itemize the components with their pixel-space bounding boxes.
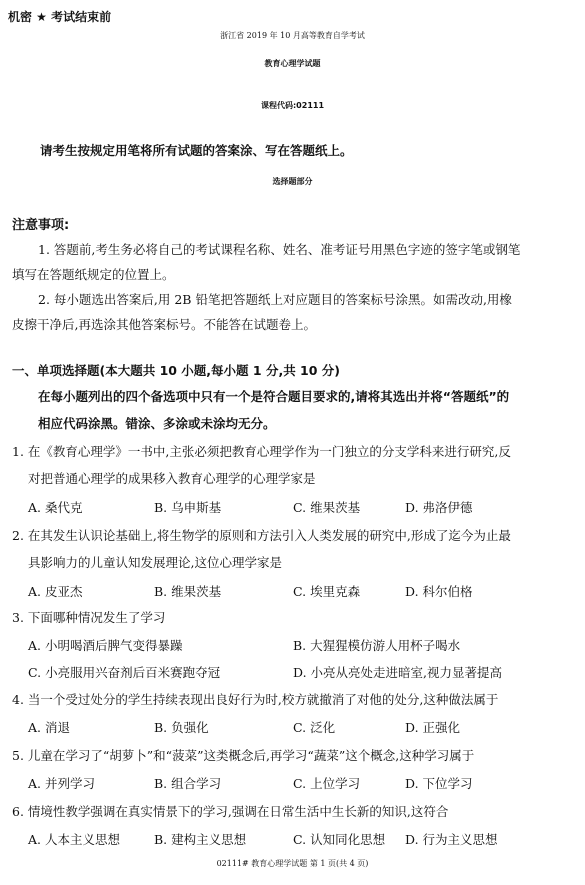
attention-item-1-line-2: 填写在答题纸规定的位置上。 — [12, 267, 175, 282]
question-4-stem: 4. 当一个受过处分的学生持续表现出良好行为时,校方就撤消了对他的处分,这种做法属于 — [12, 692, 499, 707]
section-title: 选择题部分 — [272, 177, 313, 186]
attention-item-2-line-1: 2. 每小题选出答案后,用 2B 铅笔把答题纸上对应题目的答案标号涂黑。如需改动,用橡 — [38, 292, 512, 307]
attention-item-1-line-1: 1. 答题前,考生务必将自己的考试课程名称、姓名、准考证号用黑色字迹的签字笔或钢笔 — [38, 242, 521, 257]
attention-title: 注意事项: — [12, 218, 70, 233]
part-1-heading: 一、单项选择题(本大题共 10 小题,每小题 1 分,共 10 分) — [12, 363, 341, 378]
question-1-option-d: D. 弗洛伊德 — [405, 500, 473, 515]
question-5-stem: 5. 儿童在学习了“胡萝卜”和“菠菜”这类概念后,再学习“蔬菜”这个概念,这种学习属于 — [12, 748, 475, 763]
question-6-option-b: B. 建构主义思想 — [154, 832, 247, 847]
question-3-option-c: C. 小亮服用兴奋剂后百米赛跑夺冠 — [28, 665, 221, 680]
page-title: 教育心理学试题 — [264, 59, 321, 68]
confidential-mark: 机密 ★ 考试结束前 — [8, 10, 112, 24]
course-code: 课程代码:02111 — [260, 101, 325, 110]
question-4-option-d: D. 正强化 — [405, 720, 461, 735]
question-4-option-a: A. 消退 — [28, 720, 70, 735]
question-4-option-c: C. 泛化 — [293, 720, 336, 735]
question-6-option-a: A. 人本主义思想 — [28, 832, 120, 847]
question-2-option-c: C. 埃里克森 — [293, 584, 361, 599]
question-6-option-d: D. 行为主义思想 — [405, 832, 498, 847]
question-2-option-b: B. 维果茨基 — [154, 584, 222, 599]
question-1-option-a: A. 桑代克 — [28, 500, 83, 515]
part-1-instruction-line-1: 在每小题列出的四个备选项中只有一个是符合题目要求的,请将其选出并将“答题纸”的 — [38, 389, 510, 404]
question-5-option-c: C. 上位学习 — [293, 776, 361, 791]
question-3-option-a: A. 小明喝酒后脾气变得暴躁 — [28, 638, 183, 653]
question-6-stem: 6. 情境性教学强调在真实情景下的学习,强调在日常生活中生长新的知识,这符合 — [12, 804, 449, 819]
question-3-stem: 3. 下面哪种情况发生了学习 — [12, 610, 166, 625]
question-1-option-b: B. 乌申斯基 — [154, 500, 222, 515]
answer-notice: 请考生按规定用笔将所有试题的答案涂、写在答题纸上。 — [40, 143, 353, 158]
question-6-option-c: C. 认知同化思想 — [293, 832, 386, 847]
exam-header: 浙江省 2019 年 10 月高等教育自学考试 — [220, 31, 365, 40]
question-4-option-b: B. 负强化 — [154, 720, 209, 735]
question-5-option-b: B. 组合学习 — [154, 776, 222, 791]
question-5-option-d: D. 下位学习 — [405, 776, 473, 791]
question-3-option-b: B. 大猩猩模仿游人用杯子喝水 — [293, 638, 461, 653]
question-2-option-d: D. 科尔伯格 — [405, 584, 473, 599]
part-1-instruction-line-2: 相应代码涂黑。错涂、多涂或未涂均无分。 — [38, 416, 276, 431]
question-1-option-c: C. 维果茨基 — [293, 500, 361, 515]
question-2-stem-line-2: 具影响力的儿童认知发展理论,这位心理学家是 — [28, 555, 282, 570]
question-5-option-a: A. 并列学习 — [28, 776, 95, 791]
question-1-stem-line-1: 1. 在《教育心理学》一书中,主张必须把教育心理学作为一门独立的分支学科来进行研究,反 — [12, 444, 511, 459]
page-footer: 02111# 教育心理学试题 第 1 页(共 4 页) — [216, 859, 369, 868]
attention-item-2-line-2: 皮擦干净后,再选涂其他答案标号。不能答在试题卷上。 — [12, 317, 316, 332]
question-2-stem-line-1: 2. 在其发生认识论基础上,将生物学的原则和方法引入人类发展的研究中,形成了迄今为止最 — [12, 528, 511, 543]
question-2-option-a: A. 皮亚杰 — [28, 584, 83, 599]
question-3-option-d: D. 小亮从亮处走进暗室,视力显著提高 — [293, 665, 502, 680]
question-1-stem-line-2: 对把普通心理学的成果移入教育心理学的心理学家是 — [28, 471, 316, 486]
